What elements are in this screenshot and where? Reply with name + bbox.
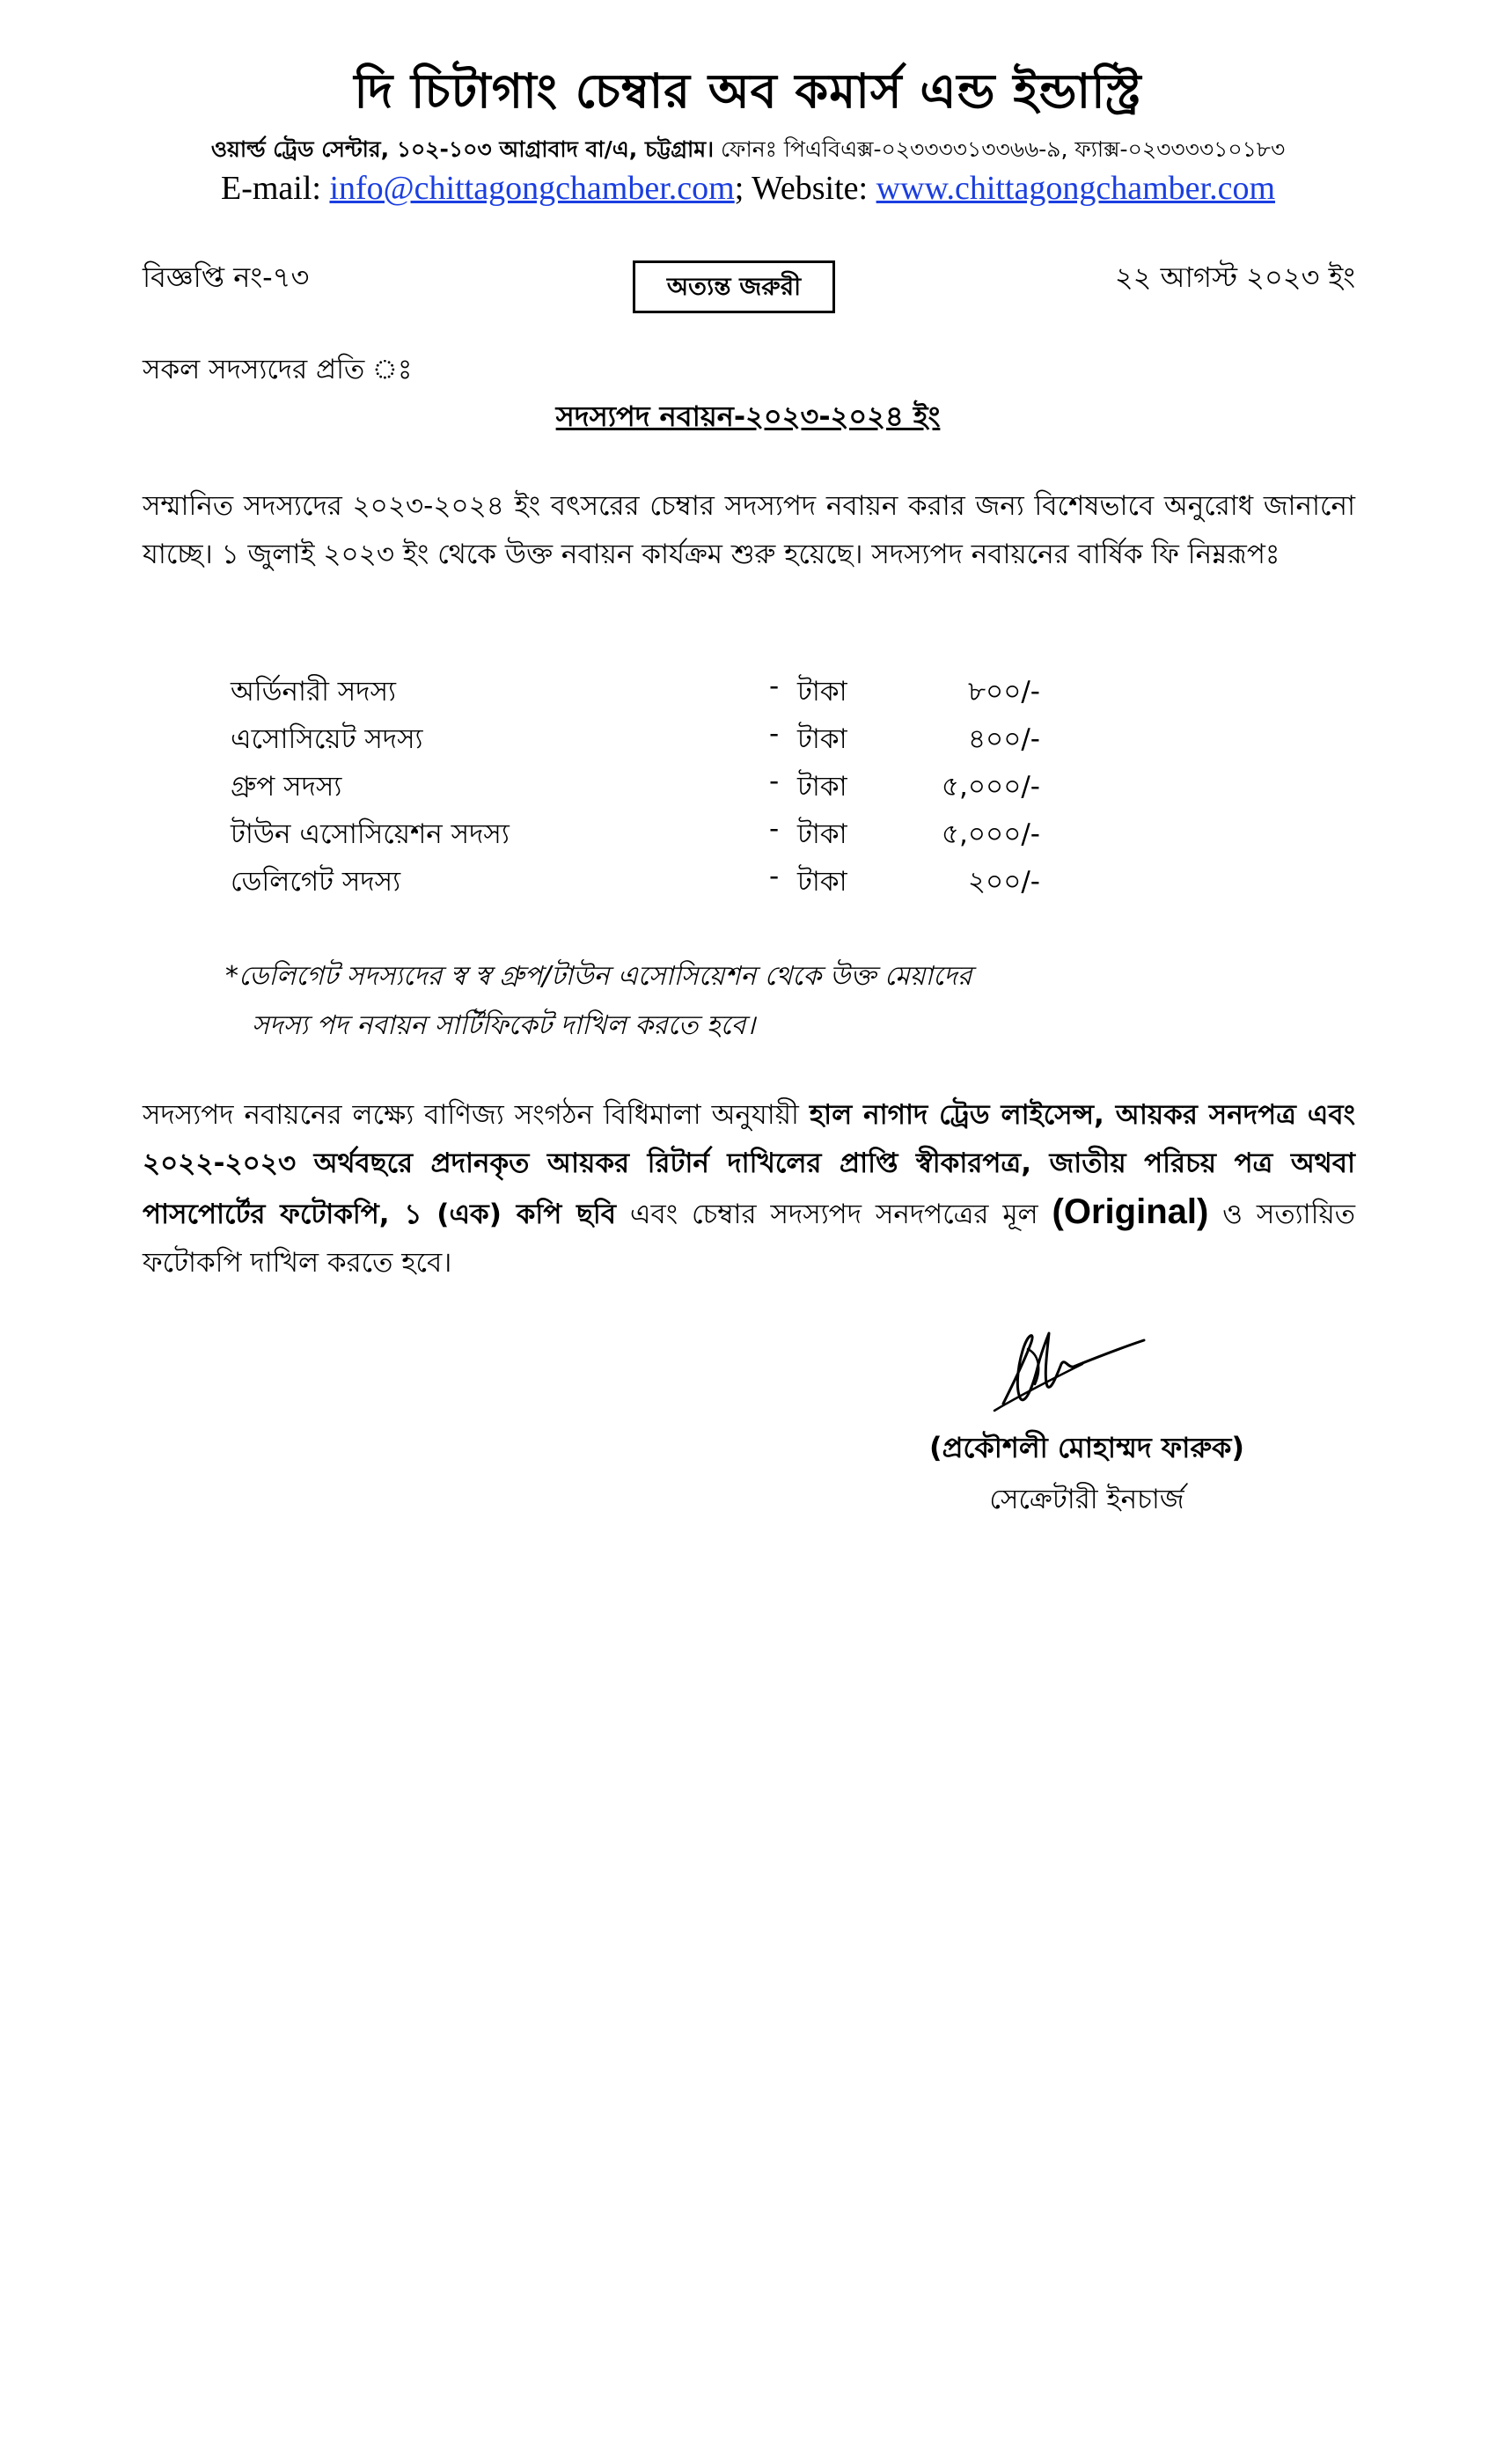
organization-name: দি চিটাগাং চেম্বার অব কমার্স এন্ড ইন্ডাস্ট্রি xyxy=(354,63,1142,119)
urgent-badge: অত্যন্ত জরুরী xyxy=(633,260,835,313)
fee-currency: টাকা xyxy=(797,818,847,850)
note-line-2: সদস্য পদ নবায়ন সার্টিফিকেট দাখিল করতে হবে। xyxy=(252,1010,756,1041)
fee-row xyxy=(231,813,1040,861)
fee-amount: ৪০০/- xyxy=(967,723,1040,755)
fee-category: গ্রুপ সদস্য xyxy=(231,771,342,803)
requirements-documents: হাল নাগাদ ট্রেড লাইসেন্স, আয়কর সনদপত্র এবং ২০২২-২০২৩ অর্থবছরে প্রদানকৃত আয়কর রিটার্ন দাখিলের প্রাপ্তি স্বীকারপত্র, জাতীয় পরিচয় পত্র অথবা পাসপোর্টের ফটোকপি, ১ (এক) কপি ছবি xyxy=(143,1099,1355,1230)
fee-dash: - xyxy=(769,766,780,797)
salutation: সকল সদস্যদের প্রতি ঃ xyxy=(143,354,413,385)
delegate-note xyxy=(225,952,972,1051)
website-label: ; Website: xyxy=(734,170,876,207)
fee-row xyxy=(231,766,1040,813)
subject-heading: সদস্যপদ নবায়ন-২০২৩-২০২৪ ইং xyxy=(555,400,941,433)
address-line xyxy=(0,132,1496,170)
fee-category: টাউন এসোসিয়েশন সদস্য xyxy=(231,818,510,850)
requirements-paragraph xyxy=(143,1091,1355,1287)
note-line-1: *ডেলিগেট সদস্যদের স্ব স্ব গ্রুপ/টাউন এসোসিয়েশন থেকে উক্ত মেয়াদের xyxy=(225,961,972,992)
phone-fax-text: ফোনঃ পিএবিএক্স-০২৩৩৩৩১৩৩৬৬-৯, ফ্যাক্স-০২৩৩৩৩১০১৮৩ xyxy=(714,136,1286,162)
address-text: ওয়ার্ল্ড ট্রেড সেন্টার, ১০২-১০৩ আগ্রাবাদ বা/এ, চট্টগ্রাম। xyxy=(210,136,715,162)
original-label: (Original) xyxy=(1052,1192,1209,1231)
fee-currency: টাকা xyxy=(797,866,847,898)
fee-currency: টাকা xyxy=(797,676,847,708)
fee-amount: ৮০০/- xyxy=(967,676,1040,708)
fee-currency: টাকা xyxy=(797,771,847,803)
fee-amount: ২০০/- xyxy=(967,866,1040,898)
notice-date: ২২ আগস্ট ২০২৩ ইং xyxy=(1114,260,1355,294)
fee-row xyxy=(231,861,1040,908)
fee-category: এসোসিয়েট সদস্য xyxy=(231,723,423,755)
fee-currency: টাকা xyxy=(797,723,847,755)
website-link[interactable]: www.chittagongchamber.com xyxy=(876,170,1275,207)
fee-amount: ৫,০০০/- xyxy=(941,771,1040,803)
requirements-end: ও সত্যায়িত ফটোকপি দাখিল করতে হবে। xyxy=(143,1199,1355,1279)
signatory-name: (প্রকৌশলী মোহাম্মদ ফারুক) xyxy=(928,1431,1245,1464)
fee-category: ডেলিগেট সদস্য xyxy=(231,866,401,898)
fee-row xyxy=(231,671,1040,718)
fee-dash: - xyxy=(769,718,780,750)
requirements-intro: সদস্যপদ নবায়নের লক্ষ্যে বাণিজ্য সংগঠন বিধিমালা অনুযায়ী xyxy=(143,1099,810,1131)
fee-list xyxy=(231,671,1040,908)
intro-paragraph: সম্মানিত সদস্যদের ২০২৩-২০২৪ ইং বৎসরের চেম্বার সদস্যপদ নবায়ন করার জন্য বিশেষভাবে অনুরোধ জানানো যাচ্ছে। ১ জুলাই ২০২৩ ইং থেকে উক্ত নবায়ন কার্যক্রম শুরু হয়েছে। সদস্যপদ নবায়নের বার্ষিক ফি নিম্নরূপঃ xyxy=(143,490,1355,570)
email-link[interactable]: info@chittagongchamber.com xyxy=(329,170,735,207)
fee-dash: - xyxy=(769,671,780,702)
fee-category: অর্ডিনারী সদস্য xyxy=(231,676,397,708)
signatory-title: সেক্রেটারী ইনচার্জ xyxy=(989,1484,1184,1515)
signature-image xyxy=(977,1316,1153,1421)
fee-amount: ৫,০০০/- xyxy=(941,818,1040,850)
fee-dash: - xyxy=(769,813,780,845)
notice-number: বিজ্ঞপ্তি নং-৭৩ xyxy=(143,260,310,294)
contact-line xyxy=(0,169,1496,208)
requirements-certificate: এবং চেম্বার সদস্যপদ সনদপত্রের মূল xyxy=(616,1199,1052,1230)
email-label: E-mail: xyxy=(220,170,330,207)
fee-row xyxy=(231,718,1040,766)
fee-dash: - xyxy=(769,861,780,892)
